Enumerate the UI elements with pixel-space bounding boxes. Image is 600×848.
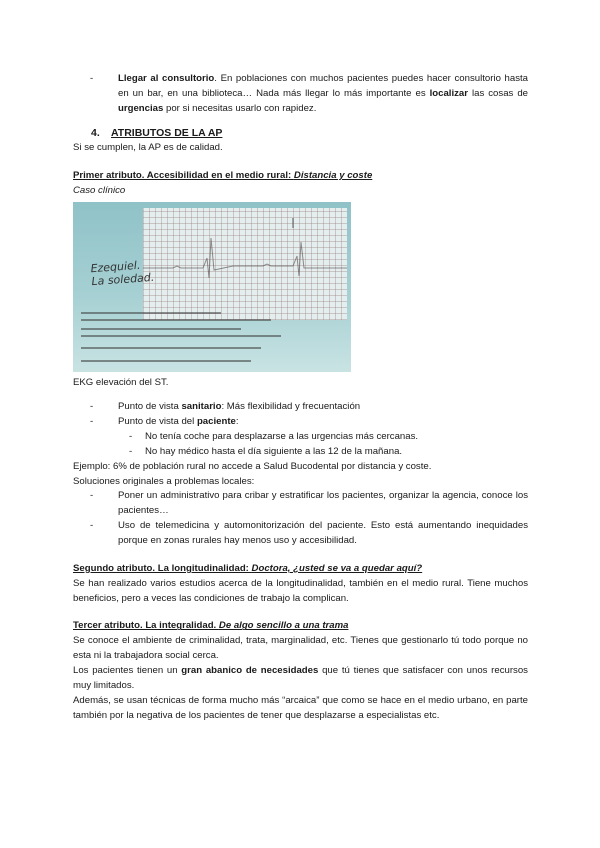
case-label: Caso clínico <box>73 184 126 196</box>
section-number: 4. <box>91 126 100 139</box>
bullet-dash: - <box>90 401 94 413</box>
section-heading <box>73 125 528 141</box>
sub-list-item-text: No tenía coche para desplazarse a las urgencias más cercanas. <box>145 431 419 442</box>
photo-handwritten-text <box>90 258 155 289</box>
photo-text-row <box>81 335 281 337</box>
bullet-dash: - <box>129 431 133 442</box>
paragraph-text: que tú tienes que satisfacer con unos recursos muy limitados. <box>73 665 528 691</box>
bullet-text: por si necesitas usarlo con rapidez. <box>163 102 317 114</box>
attribute-3-heading-italic: De algo sencillo a una trama <box>218 620 349 632</box>
sub-list-item <box>73 430 528 445</box>
ekg-strip <box>143 208 347 320</box>
bullet-dash: - <box>90 490 94 502</box>
ekg-trace <box>143 208 347 320</box>
sub-list-item-text: No hay médico hasta el día siguiente a las 12 de la mañana. <box>145 445 403 457</box>
attribute-3-heading-text: Tercer atributo. La integralidad. <box>73 620 219 632</box>
bullet-bold-urgencias: urgencias <box>118 102 164 114</box>
attribute-2-body: Se han realizado varios estudios acerca de la longitudinalidad, también en el medio rural. Tiene muchos beneficios, pero a veces las condiciones de trabajo la complican. <box>73 577 528 604</box>
paragraph-bold: gran abanico de necesidades <box>181 665 319 677</box>
bullet-text: las cosas de <box>468 87 528 99</box>
photo-text-row <box>81 347 261 349</box>
bullet-llegar-consultorio <box>73 72 528 117</box>
clinical-case-photo <box>73 202 351 372</box>
photo-text-line: Ezequiel. <box>90 259 141 276</box>
attribute-1-heading-text: Primer atributo. Accesibilidad en el medio rural: <box>73 169 294 181</box>
document-page <box>73 72 528 723</box>
figure-caption: EKG elevación del ST. <box>73 377 169 389</box>
attribute-2-heading-italic: Doctora, ¿usted se va a quedar aquí? <box>251 562 423 574</box>
list-item-bold: paciente <box>196 416 236 428</box>
paragraph-text: Los pacientes tienen un <box>73 665 182 677</box>
attribute-3-paragraph: Además, se usan técnicas de forma mucho más “arcaica” que como se hace en el medio urbano, en parte también por la negativa de los pacientes de tener que desplazarse a especialistas etc. <box>73 694 528 721</box>
attribute-3-paragraph <box>73 664 528 694</box>
section-intro: Si se cumplen, la AP es de calidad. <box>73 141 223 153</box>
list-item-text: Poner un administrativo para cribar y estratificar los pacientes, organizar la agencia, conoce los pacientes… <box>118 490 528 517</box>
attribute-1-heading-italic: Distancia y coste <box>293 169 373 181</box>
section-title: ATRIBUTOS DE LA AP <box>111 126 223 139</box>
list-item-text: Punto de vista <box>118 401 182 413</box>
list-item-text: : Más flexibilidad y frecuentación <box>221 401 361 413</box>
list-item <box>73 519 528 549</box>
bullet-dash: - <box>90 73 94 84</box>
bullet-bold-localizar: localizar <box>429 87 469 99</box>
list-item <box>73 489 528 519</box>
attribute-3-paragraph: Se conoce el ambiente de criminalidad, trata, marginalidad, etc. Tienes que gestionarlo tú todo porque no esta ni la trabajadora social cerca. <box>73 635 528 662</box>
bullet-text: . En poblaciones con muchos pacientes puedes hacer consultorio hasta en un bar, en una biblioteca… Nada más llegar lo más importante es <box>118 73 528 99</box>
bullet-dash: - <box>129 445 133 457</box>
example-line: Ejemplo: 6% de población rural no accede a Salud Bucodental por distancia y coste. <box>73 460 432 472</box>
list-item-text: Punto de vista del <box>118 416 197 428</box>
sub-list-item <box>73 445 528 460</box>
photo-text-row <box>81 319 271 321</box>
list-item <box>73 400 528 415</box>
bullet-dash: - <box>90 416 94 428</box>
list-item <box>73 415 528 430</box>
attribute-3-heading <box>73 619 528 634</box>
photo-text-row <box>81 328 241 330</box>
photo-text-row <box>81 360 251 362</box>
list-item-bold: sanitario <box>181 401 222 413</box>
attribute-1-heading <box>73 169 528 184</box>
attribute-2-heading-text: Segundo atributo. La longitudinalidad: <box>73 562 252 574</box>
list-item-text: Uso de telemedicina y automonitorización del paciente. Esto está aumentando inequidades porque en zonas rurales hay menos uso y accesibilidad. <box>118 520 528 547</box>
bullet-dash: - <box>90 520 94 532</box>
photo-text-row <box>81 312 221 314</box>
solutions-intro: Soluciones originales a problemas locales: <box>73 475 255 487</box>
photo-text-line: La soledad. <box>91 271 155 289</box>
bullet-lead: Llegar al consultorio <box>118 73 215 84</box>
attribute-2-heading <box>73 562 528 577</box>
list-item-text: : <box>235 416 239 428</box>
